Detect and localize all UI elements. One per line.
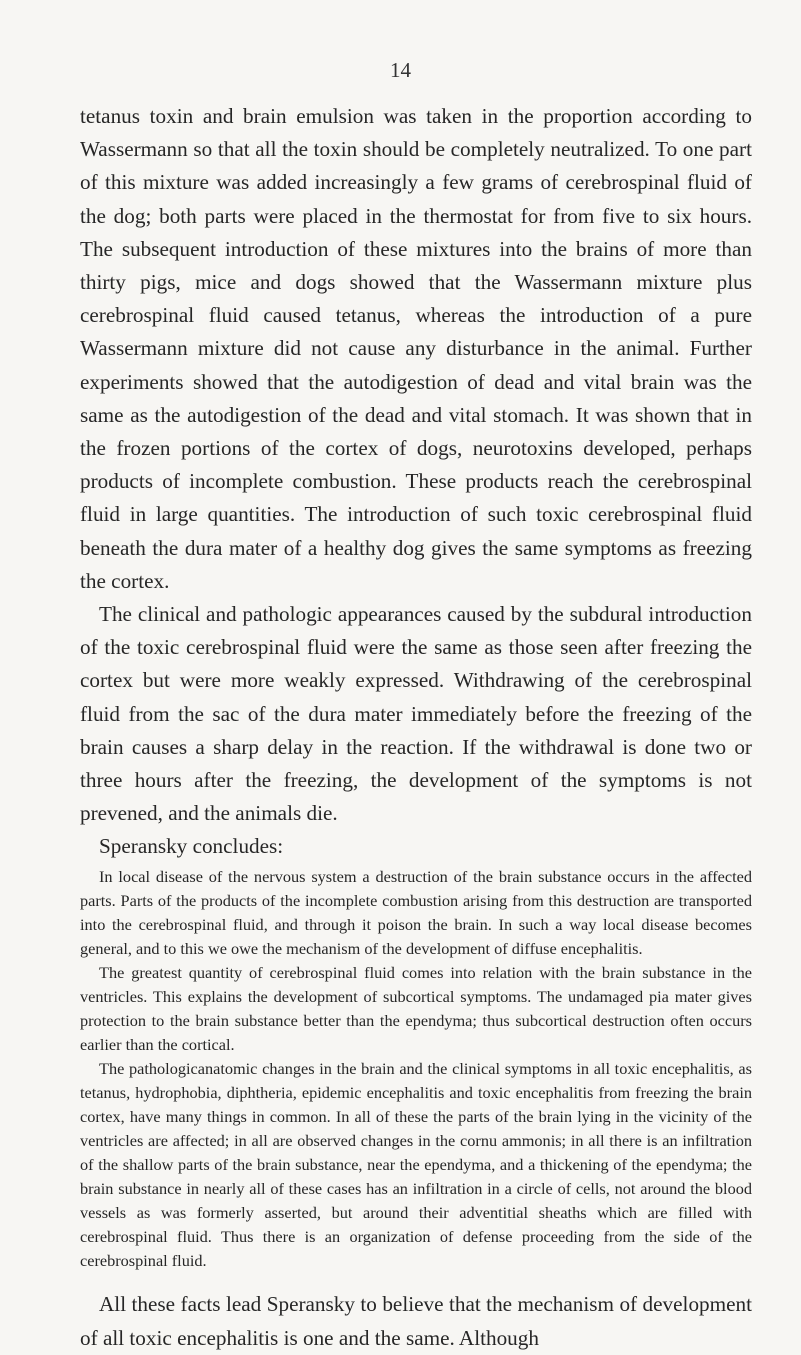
quote-paragraph-pathologic-changes: The pathologicanatomic changes in the brain and the clinical symptoms in all toxic encephalitis, as tetanus, hydrophobia, diphtheria, epidemic encephalitis and toxic encephalitis from freezing the brain cortex, have many things in common. In all of these the parts of the brain lying in the vicinity of the ventricles are affected; in all are observed changes in the cornu ammonis; in all there is an infiltration of the shallow parts of the brain substance, near the ependyma, and a thickening of the ependyma; the brain substance in nearly all of these cases has an infiltration in a circle of cells, not around the blood vessels as was formerly asserted, but around their adventitial sheaths which are filled with cerebrospinal fluid. Thus there is an organization of defense proceeding from the side of the cerebrospinal fluid. bbox=[80, 1059, 752, 1271]
paragraph-speransky-concludes: Speransky concludes: bbox=[99, 834, 284, 859]
body-text bbox=[80, 100, 752, 1355]
paragraph-clinical-appearances: The clinical and pathologic appearances caused by the subdural introduction of the toxic cerebrospinal fluid were the same as those seen after freezing the cortex but were more weakly expressed. Withdrawing of the cerebrospinal fluid from the sac of the dura mater immediately before the freezing of the brain causes a sharp delay in the reaction. If the withdrawal is done two or three hours after the freezing, the development of the symptoms is not prevened, and the animals die. bbox=[80, 602, 752, 826]
block-quote bbox=[80, 865, 752, 1274]
paragraph-continuation: tetanus toxin and brain emulsion was taken in the proportion according to Wassermann so that all the toxin should be completely neutralized. To one part of this mixture was added increasingly a few grams of cerebrospinal fluid of the dog; both parts were placed in the thermostat for from five to six hours. The subsequent introduction of these mixtures into the brains of more than thirty pigs, mice and dogs showed that the Wassermann mixture plus cerebrospinal fluid caused tetanus, whereas the introduction of a pure Wassermann mixture did not cause any disturbance in the animal. Further experiments showed that the autodigestion of dead and vital brain was the same as the autodigestion of the dead and vital stomach. It was shown that in the frozen portions of the cortex of dogs, neurotoxins developed, perhaps products of incomplete combustion. These products reach the cerebrospinal fluid in large quantities. The introduction of such toxic cerebrospinal fluid beneath the dura mater of a healthy dog gives the same symptoms as freezing the cortex. bbox=[80, 104, 752, 593]
page-number: 14 bbox=[390, 58, 411, 82]
quote-paragraph-ventricles: The greatest quantity of cerebrospinal fluid comes into relation with the brain substance in the ventricles. This explains the development of subcortical symptoms. The undamaged pia mater gives protection to the brain substance better than the ependyma; thus subcortical destruction often occurs earlier than the cortical. bbox=[80, 962, 752, 1054]
quote-paragraph-local-disease: In local disease of the nervous system a destruction of the brain substance occurs in the affected parts. Parts of the products of the incomplete combustion arising from this destruction are transported into the cerebrospinal fluid, and through it poison the brain. In such a way local disease becomes general, and to this we owe the mechanism of the development of diffuse encephalitis. bbox=[80, 866, 752, 958]
paragraph-closing: All these facts lead Speransky to believe that the mechanism of development of all toxic encephalitis is one and the same. Although bbox=[80, 1292, 752, 1350]
